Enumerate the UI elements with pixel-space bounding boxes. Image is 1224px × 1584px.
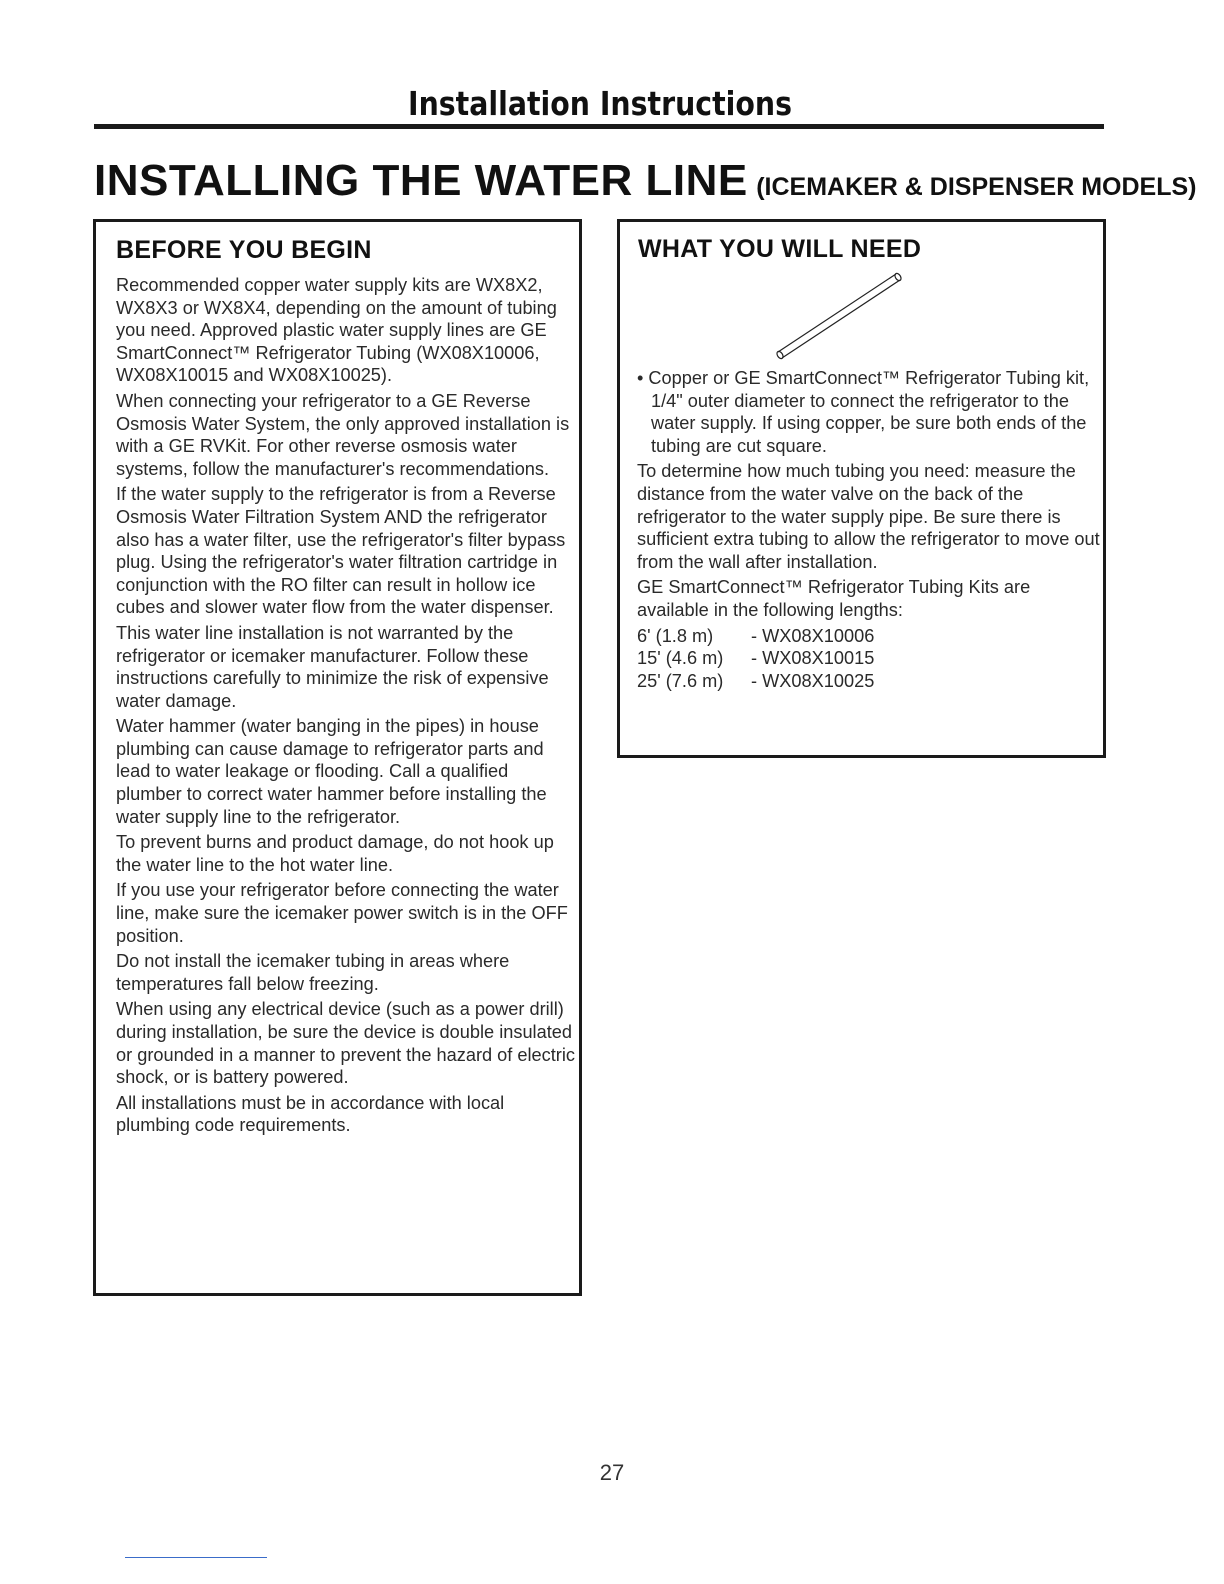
before-you-begin-box [93, 219, 582, 1296]
page-number: 27 [599, 1460, 625, 1485]
length-value: 15' (4.6 m) [637, 648, 724, 669]
measure-paragraph: To determine how much tubing you need: measure the distance from the water valve on the back of the refrigerator to the water supply pipe. Be sure there is sufficient extra tubing to allow the refrigerator to move out from the wall after installation. [637, 461, 1100, 572]
part-number: - WX08X10015 [751, 648, 875, 669]
length-value: 25' (7.6 m) [637, 670, 724, 691]
before-you-begin-heading: BEFORE YOU BEGIN [116, 236, 372, 264]
paragraph: When connecting your refrigerator to a GE Reverse Osmosis Water System, the only approved installation is with a GE RVKit. For other reverse osmosis water systems, follow the manufacturer's recommendations. [116, 390, 570, 479]
what-you-will-need-body [637, 367, 1102, 692]
length-row [637, 647, 1102, 670]
paragraph: Do not install the icemaker tubing in areas where temperatures fall below freezing. [116, 951, 510, 994]
paragraph: All installations must be in accordance with local plumbing code requirements. [116, 1092, 505, 1136]
length-value: 6' (1.8 m) [637, 625, 714, 646]
header-rule [94, 124, 1104, 129]
part-number: - WX08X10006 [751, 625, 875, 646]
paragraph: If you use your refrigerator before connecting the water line, make sure the icemaker power switch is in the OFF position. [116, 880, 568, 946]
what-you-will-need-heading: WHAT YOU WILL NEED [638, 235, 922, 263]
section-title-subtitle: (ICEMAKER & DISPENSER MODELS) [756, 173, 1197, 201]
paragraph: If the water supply to the refrigerator is from a Reverse Osmosis Water Filtration System AND the refrigerator also has a water filter, use the refrigerator's filter bypass plug. Using the refrigerator's water filtration cartridge in conjunction with the RO filter can result in hollow ice cubes and slower water flow from the water dispenser. [116, 484, 566, 618]
part-number: - WX08X10025 [751, 670, 875, 691]
paragraph: When using any electrical device (such as a power drill) during installation, be sure the device is double insulated or grounded in a manner to prevent the hazard of electric shock, or is battery powered. [116, 999, 576, 1088]
paragraph: This water line installation is not warranted by the refrigerator or icemaker manufacturer. Follow these instructions carefully to minimize the risk of expensive water damage. [116, 622, 549, 711]
kits-paragraph: GE SmartConnect™ Refrigerator Tubing Kits are available in the following lengths: [637, 577, 1031, 620]
paragraph: Water hammer (water banging in the pipes) in house plumbing can cause damage to refrigerator parts and lead to water leakage or flooding. Call a qualified plumber to correct water hammer before installing the water supply line to the refrigerator. [116, 716, 547, 827]
tubing-bullet: • Copper or GE SmartConnect™ Refrigerator Tubing kit, 1/4" outer diameter to connect the refrigerator to the water supply. If using copper, be sure both ends of the tubing are cut square. [637, 368, 1090, 456]
paragraph: To prevent burns and product damage, do not hook up the water line to the hot water line. [116, 832, 554, 875]
before-you-begin-body [116, 274, 576, 1140]
section-title [94, 156, 1197, 206]
what-you-will-need-box [617, 219, 1106, 758]
length-row [637, 625, 1102, 648]
length-row [637, 670, 1102, 693]
footer-line [125, 1557, 267, 1558]
section-title-main: INSTALLING THE WATER LINE [94, 156, 748, 205]
page-header-title: Installation Instructions [408, 84, 792, 123]
paragraph: Recommended copper water supply kits are WX8X2, WX8X3 or WX8X4, depending on the amount of tubing you need. Approved plastic water supply lines are GE SmartConnect™ Refrigerator Tubing (WX08X10006, WX08X10015 and WX08X10025). [116, 275, 557, 386]
tubing-icon [770, 266, 910, 366]
